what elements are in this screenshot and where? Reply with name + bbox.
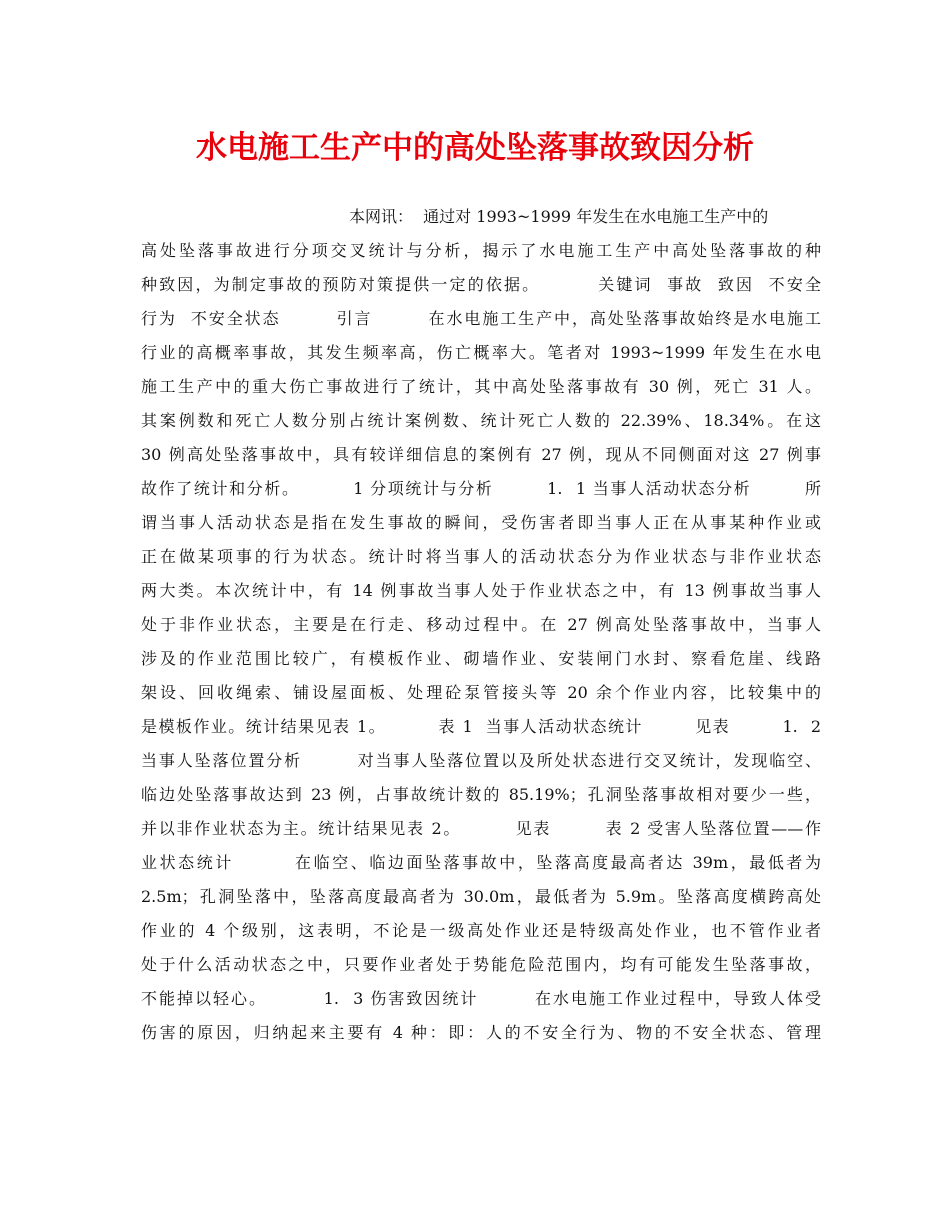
body-line: 业状态统计 在临空、临边面坠落事故中，坠落高度最高者达 39m，最低者为: [141, 853, 821, 872]
document-title: 水电施工生产中的高处坠落事故致因分析: [196, 130, 754, 166]
body-line: 架设、回收绳索、铺设屋面板、处理砼泵管接头等 20 余个作业内容，比较集中的: [141, 683, 821, 702]
body-line: 涉及的作业范围比较广，有模板作业、砌墙作业、安装闸门水封、察看危崖、线路: [141, 649, 821, 668]
body-line: 是模板作业。统计结果见表 1。 表 1 当事人活动状态统计 见表 1. 2: [141, 717, 821, 736]
body-line: 谓当事人活动状态是指在发生事故的瞬间，受伤害者即当事人正在从事某种作业或: [141, 513, 821, 532]
body-line: 30 例高处坠落事故中，具有较详细信息的案例有 27 例，现从不同侧面对这 27 例事: [141, 445, 821, 464]
body-line: 行业的高概率事故，其发生频率高，伤亡概率大。笔者对 1993~1999 年发生在水电: [141, 343, 821, 362]
body-line: 处于非作业状态，主要是在行走、移动过程中。在 27 例高处坠落事故中，当事人: [141, 615, 821, 634]
body-line: 施工生产中的重大伤亡事故进行了统计，其中高处坠落事故有 30 例，死亡 31 人。: [141, 377, 821, 396]
body-line: 其案例数和死亡人数分别占统计案例数、统计死亡人数的 22.39%、18.34%。在这: [141, 411, 821, 430]
body-line: 作业的 4 个级别，这表明，不论是一级高处作业还是特级高处作业，也不管作业者: [141, 921, 821, 940]
body-line: 两大类。本次统计中，有 14 例事故当事人处于作业状态之中，有 13 例事故当事人: [141, 581, 821, 600]
body-line: 高处坠落事故进行分项交叉统计与分析，揭示了水电施工生产中高处坠落事故的种: [141, 241, 821, 260]
body-line: 本网讯： 通过对 1993~1999 年发生在水电施工生产中的: [349, 207, 769, 226]
body-line: 不能掉以轻心。 1. 3 伤害致因统计 在水电施工作业过程中，导致人体受: [141, 989, 821, 1008]
body-line: 伤害的原因，归纳起来主要有 4 种：即：人的不安全行为、物的不安全状态、管理: [141, 1023, 821, 1042]
body-line: 2.5m；孔洞坠落中，坠落高度最高者为 30.0m，最低者为 5.9m。坠落高度横跨高处: [141, 887, 821, 906]
body-line: 正在做某项事的行为状态。统计时将当事人的活动状态分为作业状态与非作业状态: [141, 547, 821, 566]
body-line: 临边处坠落事故达到 23 例，占事故统计数的 85.19%；孔洞坠落事故相对要少一些，: [141, 785, 821, 804]
body-line: 故作了统计和分析。 1 分项统计与分析 1. 1 当事人活动状态分析 所: [141, 479, 821, 498]
body-line: 并以非作业状态为主。统计结果见表 2。 见表 表 2 受害人坠落位置——作: [141, 819, 821, 838]
body-line: 种致因，为制定事故的预防对策提供一定的依据。 关键词 事故 致因 不安全: [141, 275, 821, 294]
body-line: 行为 不安全状态 引言 在水电施工生产中，高处坠落事故始终是水电施工: [141, 309, 821, 328]
body-line: 处于什么活动状态之中，只要作业者处于势能危险范围内，均有可能发生坠落事故，: [141, 955, 821, 974]
body-line: 当事人坠落位置分析 对当事人坠落位置以及所处状态进行交叉统计，发现临空、: [141, 751, 821, 770]
document-body: [141, 200, 821, 1050]
